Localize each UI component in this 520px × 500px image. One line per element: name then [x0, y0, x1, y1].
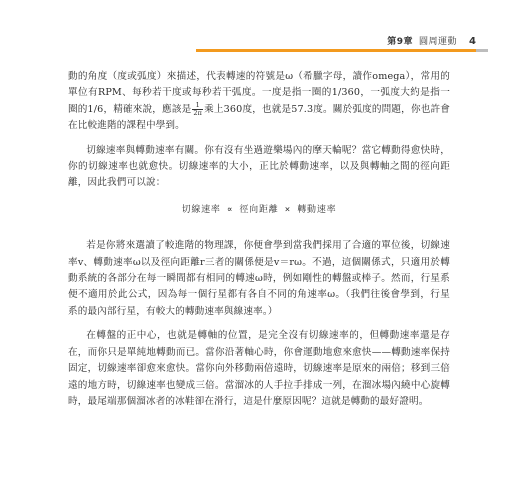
paragraph-4: 在轉盤的正中心，也就是轉軸的位置，是完全沒有切線速率的，但轉動速率還是存在，而你只是單純地轉動而已。當你沿著軸心時，你會運動地愈來愈快——轉動速率保持固定，切線速率卻愈來愈快。當你向外移動兩倍遠時，切線速率是原來的兩倍；移到三倍遠的地方時，切線速率也變成三倍。當溜冰的人手拉手排成一列，在溜冰場內繞中心旋轉時，最尾端那個溜冰者的冰鞋卻在滑行，這是什麼原因呢？這就是轉動的最好證明。 — [68, 330, 450, 407]
fraction-numerator: 1 — [192, 102, 203, 110]
chapter-label: 第9章 — [387, 37, 414, 47]
header-gray-rule — [476, 49, 488, 52]
running-header — [387, 34, 476, 47]
paragraph-1-text: 動的角度（度或弧度）來描述，代表轉速的符號是ω（希臘字母，讀作omega），常用的單位有RPM、每秒若干度或每秒若干弧度。一度是指一圈的1/360，一弧度大約是指一圈的1/6，精確來說，應該是 — [68, 71, 450, 115]
proportionality-formula: 切線速率 ∝ 徑向距離 × 轉動速率 — [181, 204, 337, 215]
fraction-one-over-two-pi — [192, 102, 203, 117]
paragraph-3: 若是你將來選讀了較進階的物理課，你便會學到當我們採用了合適的單位後，切線速率v、轉動速率ω以及徑向距離r三者的關係便是v＝rω。不過，這個關係式，只適用於轉動系統的各部分在每一瞬間都有相同的轉速ω時，例如剛性的轉盤或棒子。然而，行星系便不適用於此公式，因為每一個行星都有各自不同的角速率ω。（我們往後會學到，行星系的最內部行星，有較大的轉動速率與線速率。） — [68, 240, 450, 317]
header-accent-rule — [196, 49, 476, 52]
body-text — [68, 69, 450, 410]
paragraph-2: 切線速率與轉動速率有關。你有沒有坐過遊樂場內的摩天輪呢？當它轉動得愈快時，你的切線速率也就愈快。切線速率的大小，正比於轉動速率，以及與轉軸之間的徑向距離，因此我們可以說： — [68, 144, 450, 189]
paragraph-1 — [68, 69, 450, 135]
paragraph-1-text-cont: 乘上360度，也就是57.3度。關於弧度的問題，你也許會在比較進階的課程中學到。 — [68, 103, 450, 132]
section-title: 圓周運動 — [419, 37, 458, 47]
fraction-denominator: 2π — [193, 108, 203, 117]
page-number: 4 — [469, 36, 476, 47]
